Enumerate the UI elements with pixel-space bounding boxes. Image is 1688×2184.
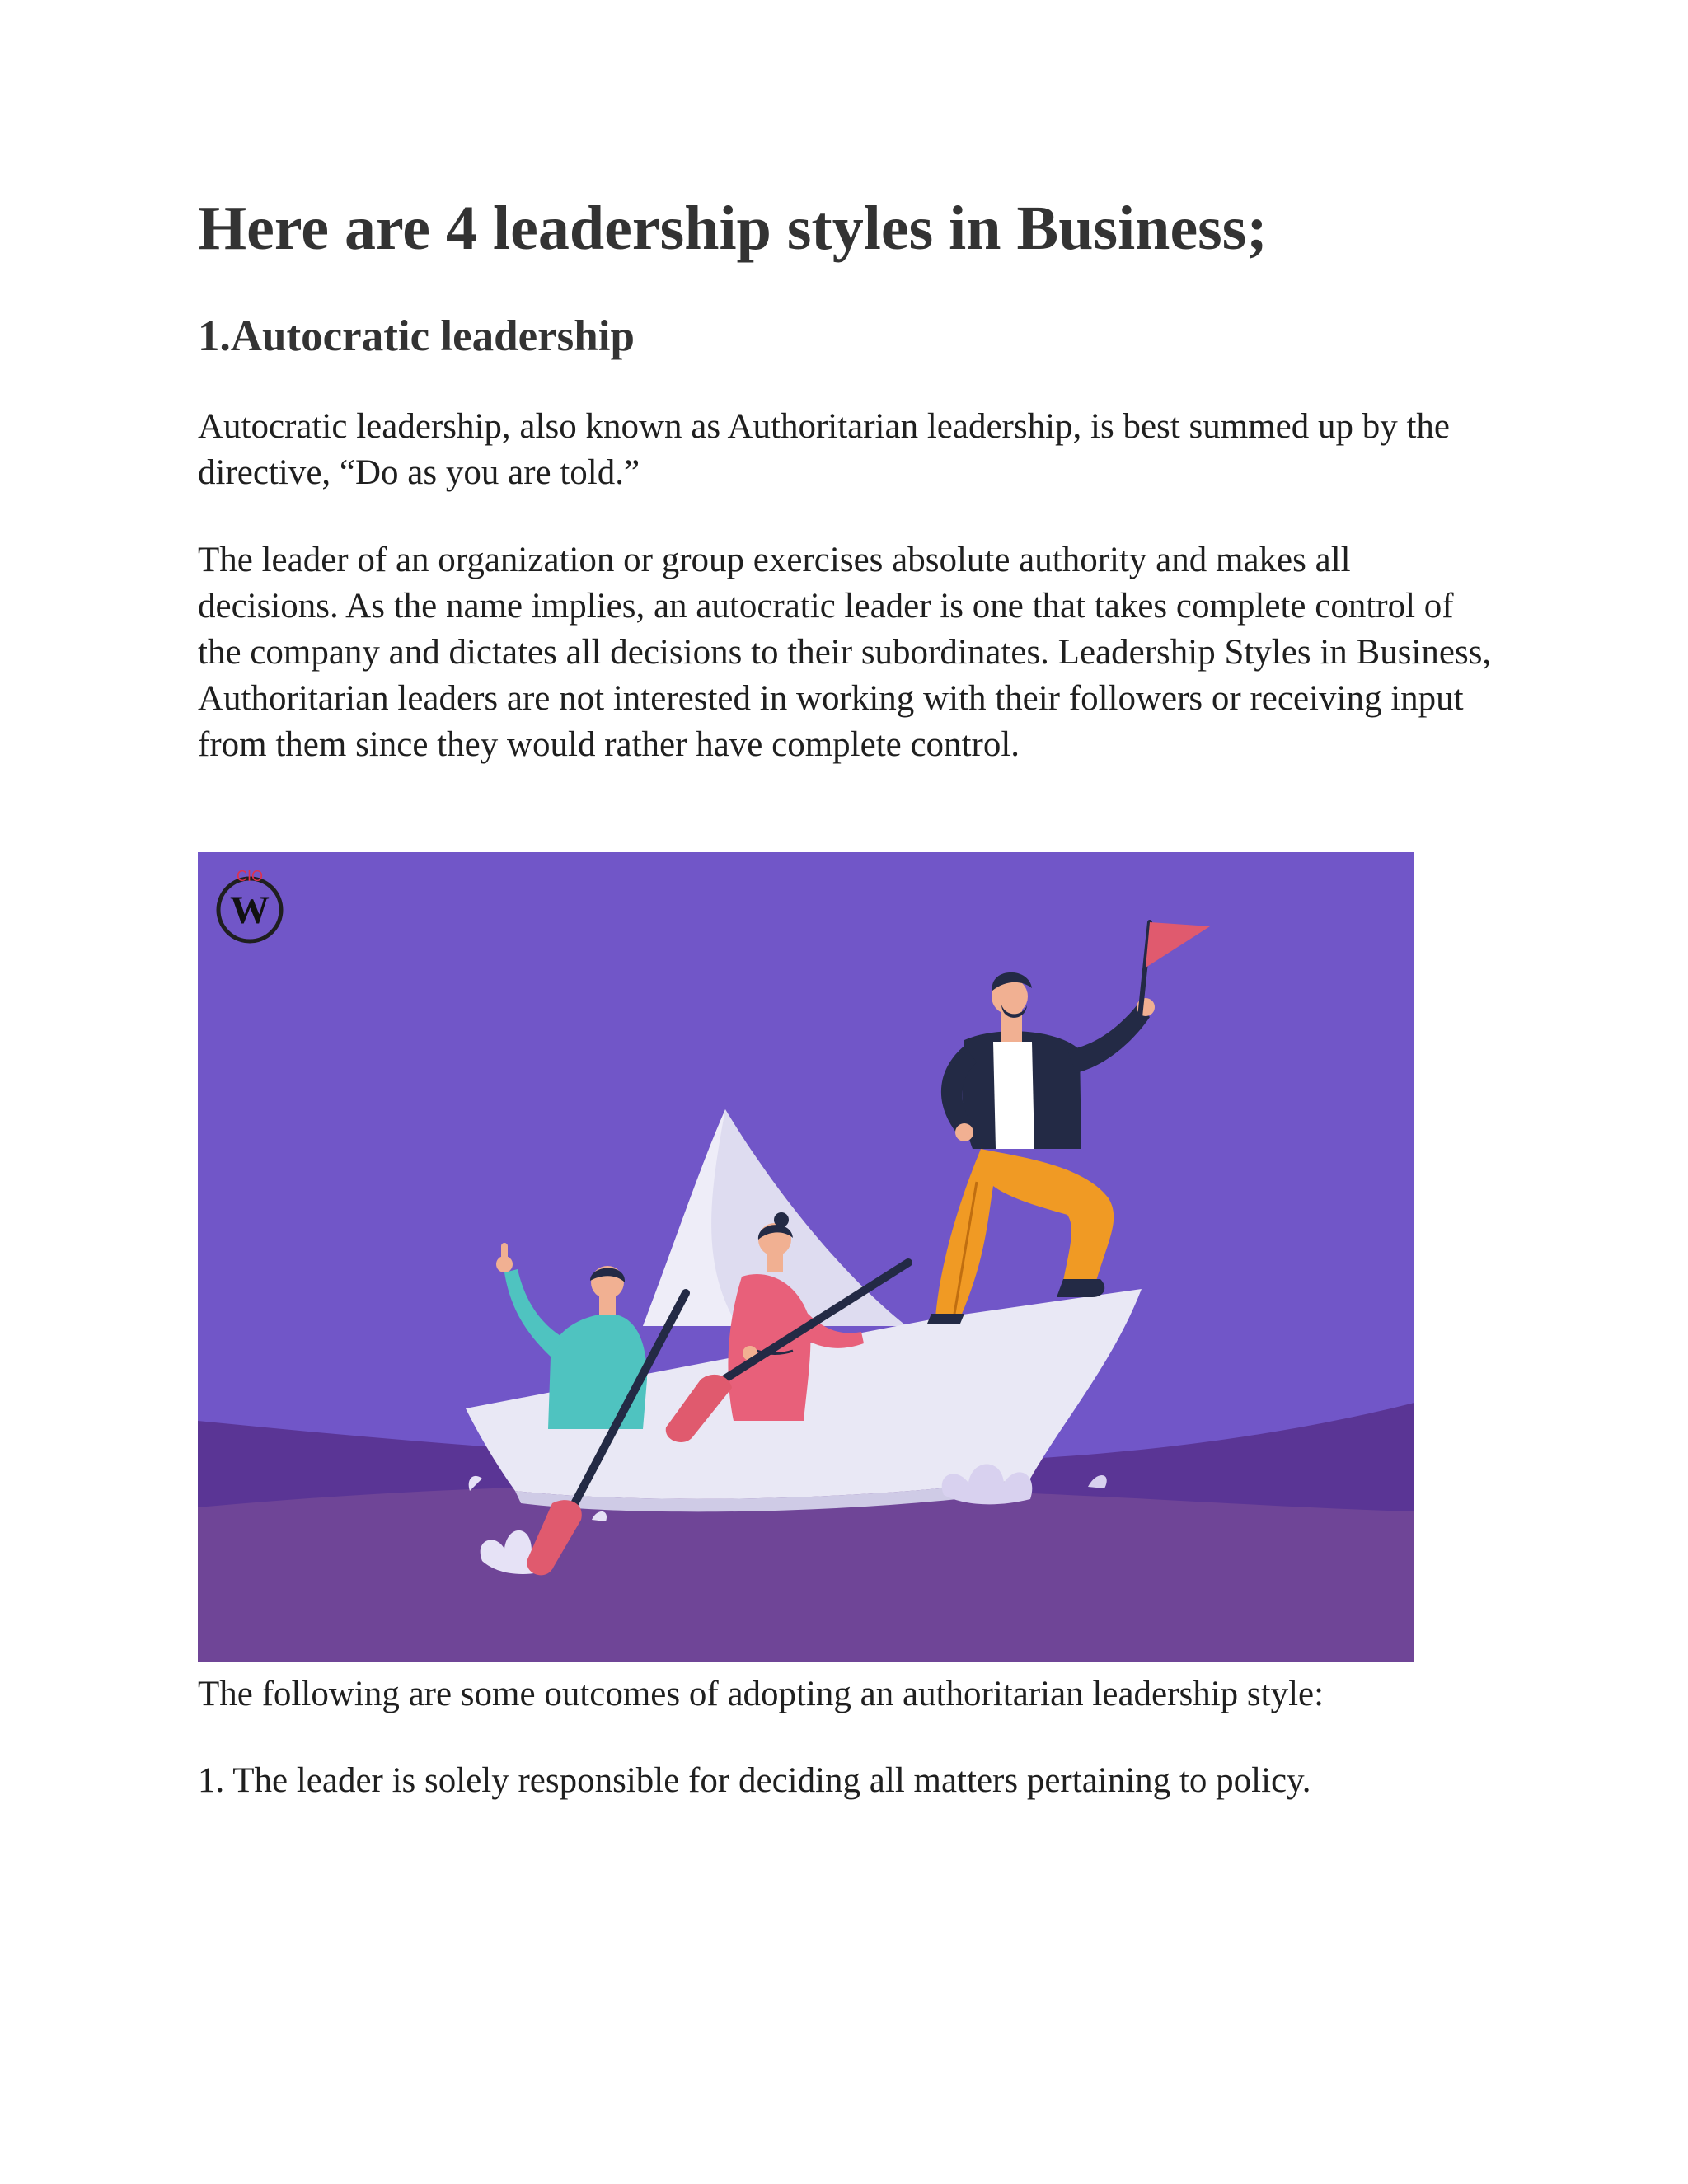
paragraph-description: The leader of an organization or group exercises absolute authority and makes all decisions. As the name implies, an autocratic leader is one that takes complete control of the company and dictates all decisions to their subordinates. Leadership Styles in Business, Authoritarian leaders are not interested in working with their followers or receiving input from them since they would rather have complete control. [198, 541, 1492, 764]
paragraph-outcome-1: 1. The leader is solely responsible for deciding all matters pertaining to policy. [198, 1761, 1311, 1800]
paragraph-intro: Autocratic leadership, also known as Authoritarian leadership, is best summed up by the directive, “Do as you are told.” [198, 407, 1450, 492]
logo-top-text: CIO [236, 868, 264, 884]
logo-letter: W [230, 888, 270, 932]
leadership-boat-illustration [198, 852, 1414, 1662]
sea-front [198, 1484, 1414, 1662]
page-title: Here are 4 leadership styles in Business; [198, 194, 1268, 263]
section-heading: 1.Autocratic leadership [198, 312, 635, 360]
paragraph-outcomes-intro: The following are some outcomes of adopting an authoritarian leadership style: [198, 1675, 1325, 1713]
